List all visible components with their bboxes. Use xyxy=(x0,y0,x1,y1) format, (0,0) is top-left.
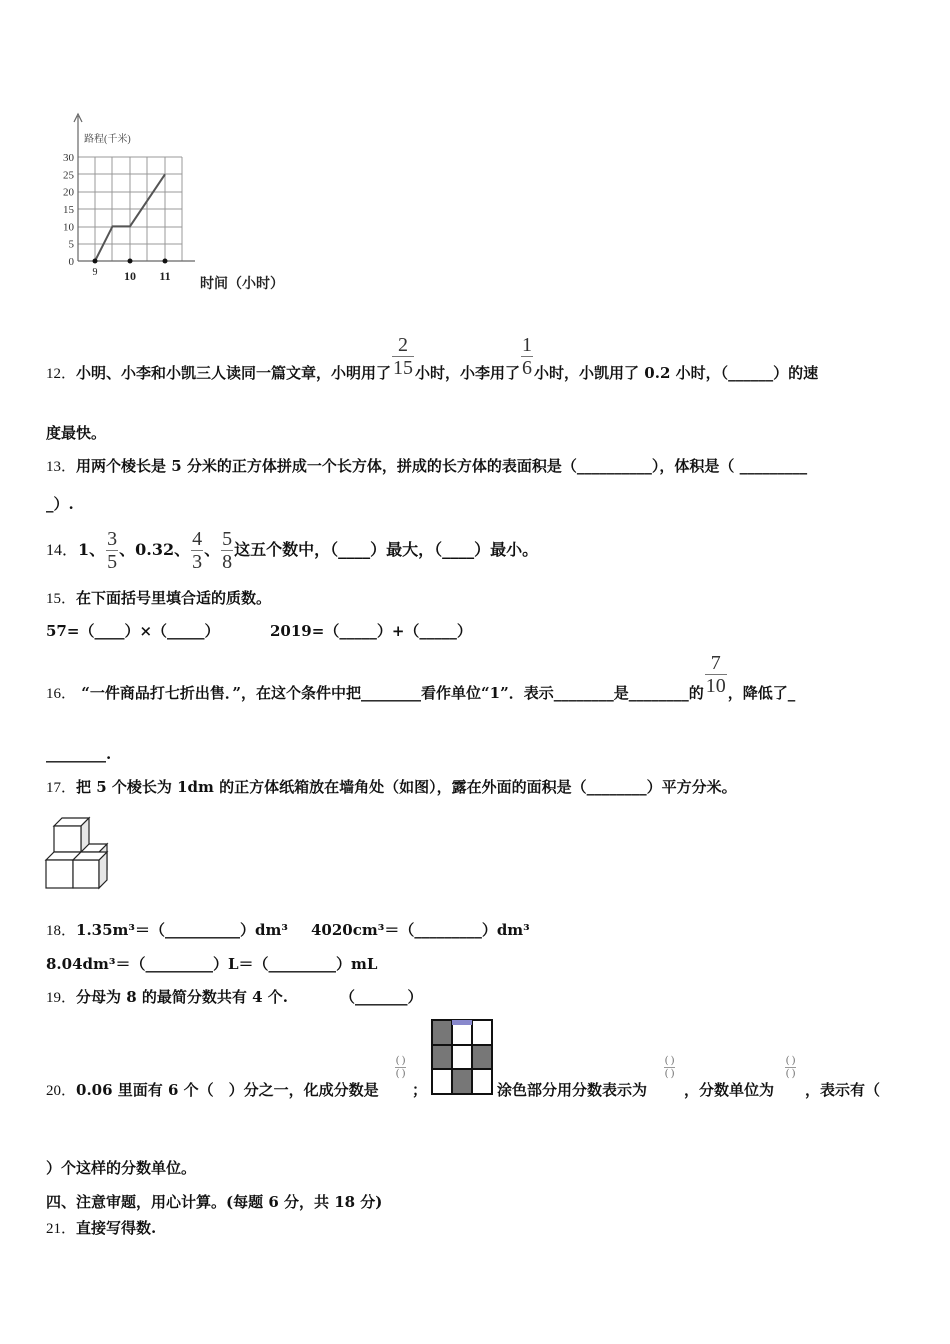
section-4-title: 四、注意审题，用心计算。(每题 6 分，共 18 分) xyxy=(46,1193,383,1211)
fraction-5-8: $\frac{5}{8}$ xyxy=(222,528,233,573)
q20-text-4: ，分数单位为 xyxy=(684,1081,775,1099)
question-number: 19． xyxy=(46,990,77,1006)
q13-text-1: 用两个棱长是 5 分米的正方体拼成一个长方体，拼成的长方体的表面积是（__________），体积是（ _________ xyxy=(76,457,808,475)
fraction-4-3: $\frac{4}{3}$ xyxy=(192,528,203,573)
question-15 xyxy=(46,588,271,609)
question-17 xyxy=(46,777,737,798)
y-tick-label: 10 xyxy=(63,221,74,234)
q15-text: 在下面括号里填合适的质数。 xyxy=(76,589,272,607)
q19-answer-blank: （_______） xyxy=(340,988,423,1006)
q19-text: 分母为 8 的最简分数共有 4 个. xyxy=(76,988,289,1006)
grid-cell xyxy=(472,1020,492,1045)
q14-text-4: 这五个数中，（____）最大，（____）最小。 xyxy=(234,540,539,559)
q18-eq-3: 8.04dm³＝（_________）L＝（_________）mL xyxy=(46,955,378,973)
shaded-grid xyxy=(430,1018,494,1096)
q12-text-1: 小明、小李和小凯三人读同一篇文章，小明用了 xyxy=(76,364,392,382)
question-19 xyxy=(46,987,288,1008)
question-21 xyxy=(46,1218,156,1239)
question-16-continued: ________. xyxy=(46,745,112,763)
q14-text-1: 1、 xyxy=(78,540,106,559)
y-axis-title: 路程(千米) xyxy=(84,134,131,145)
question-12 xyxy=(46,334,818,409)
q18-eq-2: 4020cm³＝（_________）dm³ xyxy=(311,921,530,939)
y-tick-label: 0 xyxy=(68,256,74,268)
y-tick-label: 15 xyxy=(63,204,74,216)
y-tick-label: 30 xyxy=(63,152,74,164)
blank-fraction-3: ( ) ( ) xyxy=(786,1055,796,1079)
grid-cell xyxy=(472,1045,492,1069)
q12-value: 0.2 xyxy=(644,364,671,382)
question-number: 21． xyxy=(46,1221,77,1237)
question-20 xyxy=(46,1080,379,1101)
x-axis-title: 时间（小时） xyxy=(200,277,284,292)
q20-text-1: 0.06 里面有 6 个（ ）分之一，化成分数是 xyxy=(76,1081,379,1099)
fraction-2-15: $\frac{2}{15}$ xyxy=(393,334,414,379)
question-20-continued: ）个这样的分数单位。 xyxy=(46,1159,197,1177)
q12-text-3: 小时，小凯用了 xyxy=(534,364,640,382)
x-tick-label: 9 xyxy=(92,267,98,278)
q17-text: 把 5 个棱长为 1dm 的正方体纸箱放在墙角处（如图），露在外面的面积是（________）平方分米。 xyxy=(76,778,737,796)
blank-fraction-2: ( ) ( ) xyxy=(665,1055,675,1079)
question-14 xyxy=(46,522,538,579)
question-13-continued: _）. xyxy=(46,495,74,513)
distance-time-graph xyxy=(50,108,310,298)
cube-upper-front xyxy=(54,826,81,852)
fraction-3-5: $\frac{3}{5}$ xyxy=(107,528,118,573)
y-tick-labels xyxy=(63,152,75,268)
grid-cell xyxy=(452,1069,472,1094)
q20-text-3: 涂色部分用分数表示为 xyxy=(497,1081,648,1099)
q15-equation-1: 57=（____）×（_____） xyxy=(46,622,220,640)
q20-semicolon: ； xyxy=(412,1081,428,1099)
q18-eq-1: 1.35m³＝（__________）dm³ xyxy=(76,921,288,939)
grid-cell xyxy=(432,1020,452,1045)
fraction-7-10: $\frac{7}{10}$ xyxy=(705,652,726,697)
question-number: 13． xyxy=(46,459,77,475)
grid-cell xyxy=(432,1045,452,1069)
question-number: 15． xyxy=(46,591,77,607)
question-number: 18． xyxy=(46,923,77,939)
q12-text-2: 小时，小李用了 xyxy=(415,364,521,382)
fraction-1-6: $\frac{1}{6}$ xyxy=(522,334,533,379)
question-number: 16． xyxy=(46,686,77,702)
q14-text-3: 、 xyxy=(204,540,221,559)
y-tick-label: 20 xyxy=(63,186,74,199)
question-number: 14． xyxy=(46,542,79,559)
q15-equation-2: 2019=（_____）+（_____） xyxy=(270,622,472,640)
q20-text-5: ，表示有（ xyxy=(805,1081,881,1099)
question-12-continued: 度最快。 xyxy=(46,424,107,442)
x-tick-dot xyxy=(93,259,98,264)
q16-text-1: “一件商品打七折出售．”，在这个条件中把________看作单位“1”．表示________是________的 xyxy=(81,684,704,702)
cube-bottom-left xyxy=(46,860,73,888)
x-tick-label: 11 xyxy=(159,269,171,283)
q21-text: 直接写得数. xyxy=(76,1219,157,1237)
x-tick-dot xyxy=(128,259,133,264)
q12-text-4: 小时，（______）的速 xyxy=(675,364,819,382)
cubes-figure xyxy=(44,812,124,892)
y-tick-label: 5 xyxy=(68,238,74,251)
question-16 xyxy=(46,652,795,731)
blank-fraction-1: ( ) ( ) xyxy=(396,1055,406,1079)
grid-cell xyxy=(432,1069,452,1094)
cube-bottom-middle xyxy=(73,860,99,888)
question-number: 12． xyxy=(46,366,77,382)
x-tick-labels xyxy=(93,259,171,284)
question-number: 17． xyxy=(46,780,77,796)
grid-cell xyxy=(472,1069,492,1094)
q16-text-2: ，降低了_ xyxy=(727,684,796,702)
q14-text-2: 、0.32、 xyxy=(119,540,191,559)
y-tick-label: 25 xyxy=(63,169,74,182)
question-18 xyxy=(46,920,288,941)
x-tick-dot xyxy=(163,259,168,264)
grid xyxy=(78,157,182,261)
question-number: 20． xyxy=(46,1083,77,1099)
question-13 xyxy=(46,456,807,477)
grid-cell xyxy=(452,1045,472,1069)
x-tick-label: 10 xyxy=(124,269,136,283)
